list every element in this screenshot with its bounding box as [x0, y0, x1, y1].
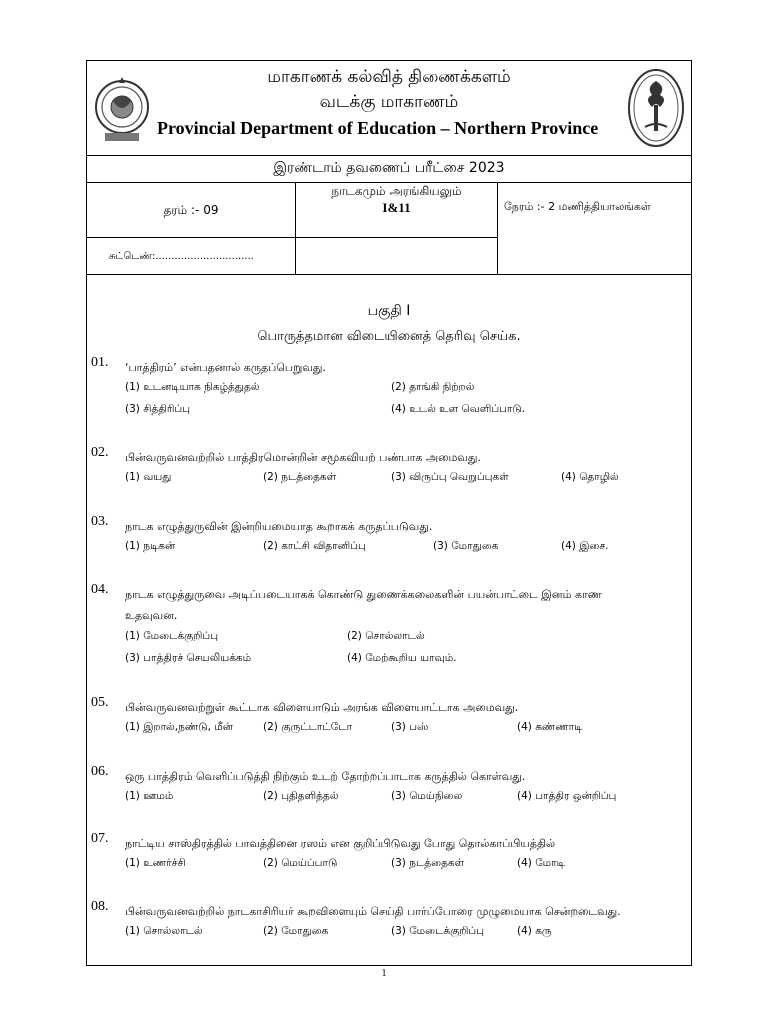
question-number: 03. — [91, 514, 109, 529]
page-header — [87, 61, 691, 156]
option[interactable]: (1) சொல்லாடல் — [125, 925, 203, 937]
subject-cell — [296, 182, 498, 238]
paper-number: I&11 — [382, 200, 411, 215]
option[interactable]: (3) சித்திரிப்பு — [125, 403, 191, 415]
question-text: ‘பாத்திரம்’ என்பதனால் கருதப்பெறுவது. — [125, 361, 326, 374]
option[interactable]: (4) உடல் உள வெளிப்பாடு. — [391, 403, 526, 415]
exam-page — [86, 60, 692, 966]
part-title: பகுதி I — [367, 303, 411, 319]
option[interactable]: (3) மோதுகை — [433, 540, 499, 552]
part-instruction: பொருத்தமான விடையினைத் தெரிவு செய்க. — [257, 329, 521, 344]
exam-info-table — [87, 182, 691, 275]
question-number: 01. — [91, 355, 109, 370]
question-text-line: நாடக எழுத்துருவை அடிப்படையாகக் கொண்டு துணைக்கலைகளின் பயன்பாட்டை இனம் காண — [125, 588, 602, 601]
option[interactable]: (2) காட்சி விதானிப்பு — [263, 540, 366, 552]
option[interactable]: (1) உடனடியாக நிகழ்த்துதல் — [125, 381, 260, 393]
option[interactable]: (3) பாத்திரச் செயலியக்கம் — [125, 652, 252, 664]
department-name-tamil: மாகாணக் கல்வித் திணைக்களம் — [267, 67, 511, 87]
option[interactable]: (2) தாங்கி நிற்றல் — [391, 381, 475, 393]
index-number-field[interactable]: சுட்டெண்:............................... — [87, 238, 296, 274]
question-number: 04. — [91, 582, 109, 597]
department-name-english: Provincial Department of Education – Northern Province — [157, 118, 599, 138]
option[interactable]: (2) நடத்தைகள் — [263, 471, 337, 483]
option[interactable]: (3) மெய்நிலை — [391, 790, 463, 802]
subject-name: நாடகமும் அரங்கியலும் — [331, 184, 462, 198]
question-text — [125, 584, 685, 626]
question-text: ஒரு பாத்திரம் வெளிப்படுத்தி நிற்கும் உடற் தோற்றப்பாடாக கருத்தில் கொள்வது. — [125, 770, 526, 783]
option[interactable]: (2) மெய்ப்பாடு — [263, 857, 338, 869]
option[interactable]: (1) நடிகன் — [125, 540, 176, 552]
option[interactable]: (2) சொல்லாடல் — [347, 630, 425, 642]
question-text: பின்வருவனவற்றுள் கூட்டாக விளையாடும் அரங்க விளையாட்டாக அமைவது. — [125, 701, 519, 714]
option[interactable]: (2) குருட்டாட்டோ — [263, 721, 353, 733]
option[interactable]: (4) கரு — [517, 925, 552, 937]
option[interactable]: (4) கண்ணாடி — [517, 721, 583, 733]
question-text: பின்வருவனவற்றில் நாடகாசிரியர் கூறவிளையும் செய்தி பார்ப்போரை முழுமையாக சென்றடைவது. — [125, 905, 621, 918]
question-number: 07. — [91, 831, 109, 846]
question-text: நாட்டிய சாஸ்திரத்தில் பாவத்தினை ரஸம் என குறிப்பிடுவது போது தொல்காப்பியத்தில் — [125, 837, 556, 850]
option[interactable]: (1) இறால்,நண்டு, மீன் — [125, 721, 233, 733]
option[interactable]: (1) ஊமம் — [125, 790, 174, 802]
question-number: 06. — [91, 764, 109, 779]
blank-cell — [296, 238, 498, 274]
option[interactable]: (2) மோதுகை — [263, 925, 329, 937]
option[interactable]: (4) மேற்கூறிய யாவும். — [347, 652, 457, 664]
question-text: பின்வருவனவற்றில் பாத்திரமொன்றின் சமூகவியற் பண்பாக அமைவது. — [125, 451, 481, 464]
question-number: 05. — [91, 695, 109, 710]
option[interactable]: (3) பஸ் — [391, 721, 429, 733]
option[interactable]: (3) நடத்தைகள் — [391, 857, 465, 869]
option[interactable]: (1) மேடைக்குறிப்பு — [125, 630, 219, 642]
grade-cell: தரம் :- 09 — [87, 182, 296, 238]
exam-title: இரண்டாம் தவணைப் பரீட்சை 2023 — [87, 155, 691, 183]
option[interactable]: (4) பாத்திர ஒன்றிப்பு — [517, 790, 617, 802]
northern-province-emblem-icon — [625, 67, 687, 149]
question-text: நாடக எழுத்துருவின் இன்றியமையாத கூறாகக் கருதப்படுவது. — [125, 520, 433, 533]
option[interactable]: (1) உணர்ச்சி — [125, 857, 186, 869]
option[interactable]: (4) இசை. — [561, 540, 609, 552]
option[interactable]: (4) மோடி — [517, 857, 565, 869]
option[interactable]: (3) விருப்பு வெறுப்புகள் — [391, 471, 509, 483]
page-number: 1 — [381, 968, 387, 979]
province-name-tamil: வடக்கு மாகாணம் — [319, 92, 459, 112]
option[interactable]: (2) புதிதளித்தல் — [263, 790, 339, 802]
option[interactable]: (3) மேடைக்குறிப்பு — [391, 925, 485, 937]
time-cell: நேரம் :- 2 மணித்தியாலங்கள் — [504, 200, 651, 213]
question-number: 08. — [91, 899, 109, 914]
option[interactable]: (1) வயது — [125, 471, 172, 483]
question-number: 02. — [91, 445, 109, 460]
question-text-line: உதவுவன. — [125, 609, 178, 622]
option[interactable]: (4) தொழில் — [561, 471, 619, 483]
